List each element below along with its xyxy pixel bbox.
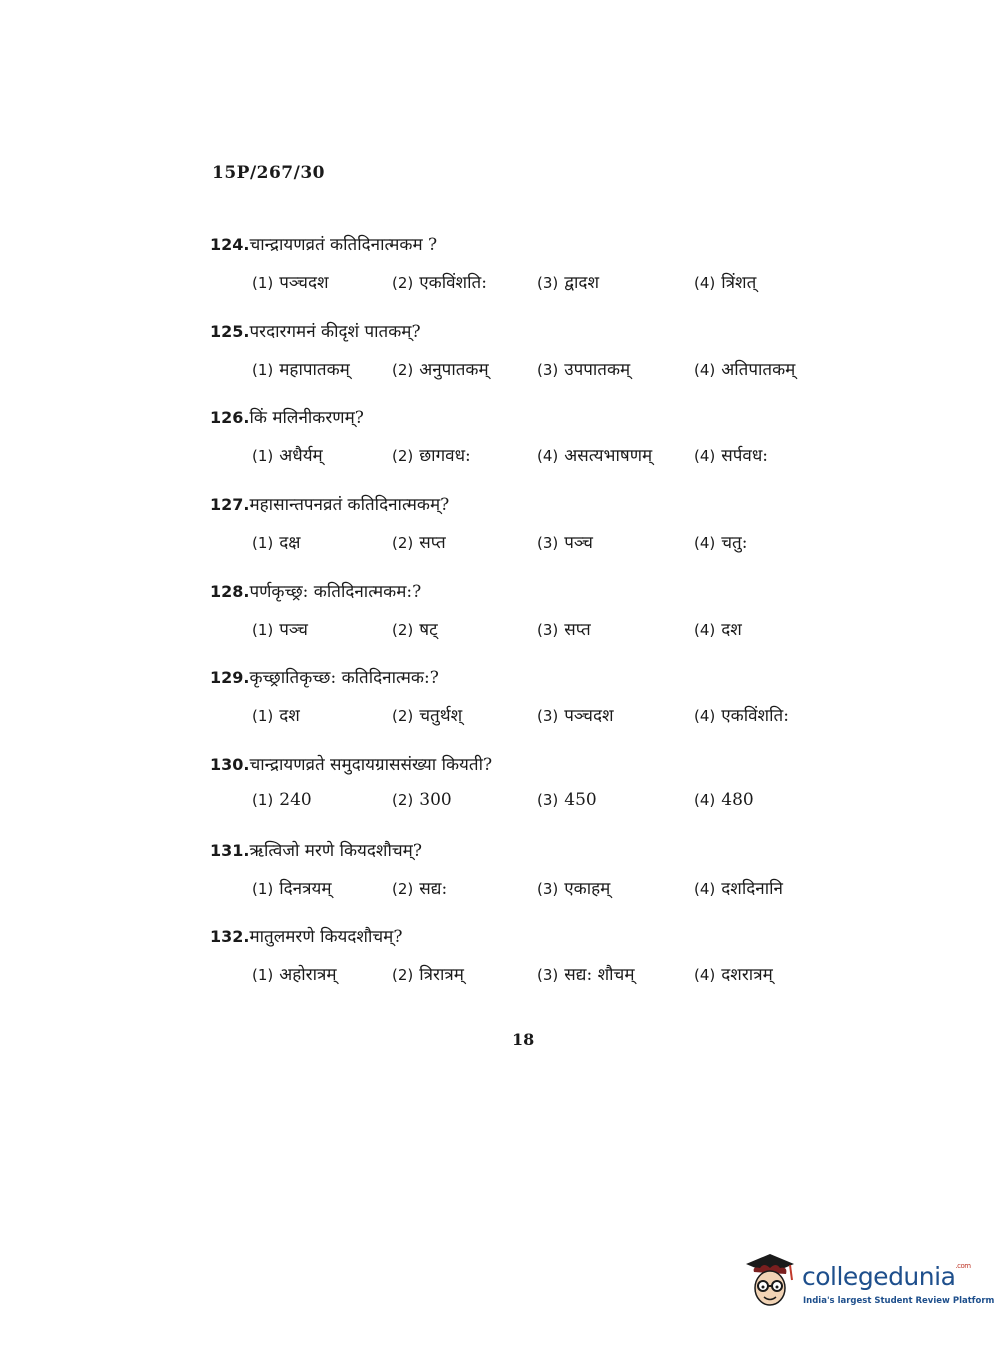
option-text: उपपातकम् [564,360,631,380]
option-1 [252,357,350,380]
option-text: 480 [721,790,754,810]
option-1 [252,703,300,726]
option-number: (1) [252,534,274,552]
question-text: पर्णकृच्छ्र: कतिदिनात्मकम:? [249,582,422,602]
option-text: पञ्च [279,620,308,640]
question-number: 130. [210,755,250,774]
option-text: एकविंशति: [721,706,789,726]
option-4 [694,962,773,985]
collegedunia-logo [740,1248,995,1318]
option-text: त्रिरात्रम् [419,965,464,985]
option-text: असत्यभाषणम् [564,446,653,466]
option-number: (1) [252,447,274,465]
option-4 [694,703,789,726]
option-number: (4) [694,274,716,292]
option-text: दश [721,620,742,640]
option-3 [537,530,593,553]
question-stem [210,579,421,602]
question-number: 125. [210,322,250,341]
question-text: परदारगमनं कीदृशं पातकम्? [249,322,421,342]
option-text: सप्त [419,533,446,553]
option-text: दक्ष [279,533,301,553]
question-text: किं मलिनीकरणम्? [249,408,364,428]
question-text: ऋत्विजो मरणे कियदशौचम्? [249,841,422,861]
question-127 [210,492,850,572]
option-text: छागवध: [419,446,471,466]
option-number: (4) [694,361,716,379]
option-4 [694,790,754,810]
option-4 [694,617,742,640]
option-2 [392,790,452,810]
paper-code: 15P/267/30 [212,163,326,183]
option-number: (4) [694,621,716,639]
option-number: (4) [694,534,716,552]
question-125 [210,319,850,399]
option-2 [392,962,464,985]
option-3 [537,962,635,985]
option-number: (4) [537,447,559,465]
option-text: पञ्च [564,533,593,553]
option-text: दिनत्रयम् [279,879,332,899]
option-1 [252,876,332,899]
option-number: (2) [392,274,414,292]
option-number: (4) [694,966,716,984]
question-stem [210,838,422,861]
option-number: (4) [694,707,716,725]
question-number: 132. [210,927,250,946]
question-stem [210,492,449,515]
option-number: (3) [537,707,559,725]
question-126 [210,405,850,485]
option-number: (1) [252,274,274,292]
question-number: 126. [210,408,250,427]
option-number: (3) [537,534,559,552]
option-text: दशदिनानि [721,879,783,899]
option-4 [694,876,783,899]
option-text: अधैर्यम् [279,446,323,466]
option-3 [537,790,597,810]
option-text: पञ्चदश [564,706,614,726]
option-number: (1) [252,966,274,984]
option-text: सद्य: [419,879,448,899]
question-text: कृच्छ्रातिकृच्छ: कतिदिनात्मक:? [249,668,439,688]
option-number: (1) [252,880,274,898]
option-2 [392,876,447,899]
option-number: (3) [537,361,559,379]
option-text: सप्त [564,620,591,640]
question-text: मातुलमरणे कियदशौचम्? [249,927,403,947]
option-text: दशरात्रम् [721,965,773,985]
option-text: अतिपातकम् [721,360,796,380]
option-number: (2) [392,707,414,725]
question-stem [210,405,364,428]
question-text: महासान्तपनव्रतं कतिदिनात्मकम्? [249,495,450,515]
option-2 [392,270,487,293]
question-128 [210,579,850,659]
mascot-icon [740,1250,800,1314]
question-131 [210,838,850,918]
option-1 [252,790,312,810]
option-text: षट् [419,620,438,640]
option-number: (2) [392,966,414,984]
page-number: 18 [512,1030,535,1049]
option-number: (1) [252,361,274,379]
question-stem [210,232,437,255]
option-number: (3) [537,274,559,292]
option-text: अहोरात्रम् [279,965,337,985]
option-text: चतुर्थश् [419,706,463,726]
question-129 [210,665,850,745]
option-1 [252,270,329,293]
option-number: (1) [252,707,274,725]
option-text: पञ्चदश [279,273,329,293]
option-number: (3) [537,791,559,809]
logo-tagline: India's largest Student Review Platform [803,1296,995,1306]
question-130 [210,752,850,832]
question-stem [210,924,402,947]
option-number: (2) [392,534,414,552]
question-text: चान्द्रायणव्रतं कतिदिनात्मकम ? [249,235,438,255]
option-3 [537,357,630,380]
logo-name-text: collegedunia [802,1262,956,1291]
logo-suffix: .com [955,1262,971,1270]
option-2 [392,703,462,726]
option-text: दश [279,706,300,726]
option-4 [694,443,768,466]
option-1 [252,530,300,553]
option-number: (2) [392,791,414,809]
question-stem [210,319,421,342]
option-2 [392,443,471,466]
question-number: 127. [210,495,250,514]
option-4 [694,270,756,293]
option-number: (4) [694,791,716,809]
question-stem [210,752,492,775]
option-1 [252,443,323,466]
question-text: चान्द्रायणव्रते समुदायग्राससंख्या कियती? [249,755,493,775]
option-number: (3) [537,621,559,639]
question-number: 129. [210,668,250,687]
option-number: (2) [392,880,414,898]
option-number: (3) [537,880,559,898]
option-number: (1) [252,791,274,809]
option-text: एकाहम् [564,879,611,899]
option-1 [252,962,337,985]
option-text: एकविंशति: [419,273,487,293]
option-number: (4) [694,880,716,898]
option-2 [392,530,446,553]
option-1 [252,617,308,640]
option-number: (1) [252,621,274,639]
option-4 [694,357,795,380]
option-3 [537,617,591,640]
option-text: त्रिंशत् [721,273,757,293]
option-number: (2) [392,361,414,379]
option-number: (2) [392,447,414,465]
option-text: चतु: [721,533,748,553]
option-3 [537,703,614,726]
option-text: 450 [564,790,597,810]
option-2 [392,617,438,640]
option-text: सर्पवध: [721,446,769,466]
option-3 [537,876,610,899]
question-132 [210,924,850,1004]
option-4 [694,530,747,553]
option-text: अनुपातकम् [419,360,489,380]
question-124 [210,232,850,312]
option-text: सद्य: शौचम् [564,965,635,985]
option-text: 300 [419,790,452,810]
option-number: (2) [392,621,414,639]
logo-wordmark [802,1262,971,1291]
question-number: 128. [210,582,250,601]
option-2 [392,357,489,380]
question-stem [210,665,439,688]
option-text: द्वादश [564,273,600,293]
option-text: 240 [279,790,312,810]
option-3 [537,270,599,293]
option-3 [537,443,652,466]
option-number: (4) [694,447,716,465]
question-number: 124. [210,235,250,254]
option-number: (3) [537,966,559,984]
question-number: 131. [210,841,250,860]
option-text: महापातकम् [279,360,350,380]
